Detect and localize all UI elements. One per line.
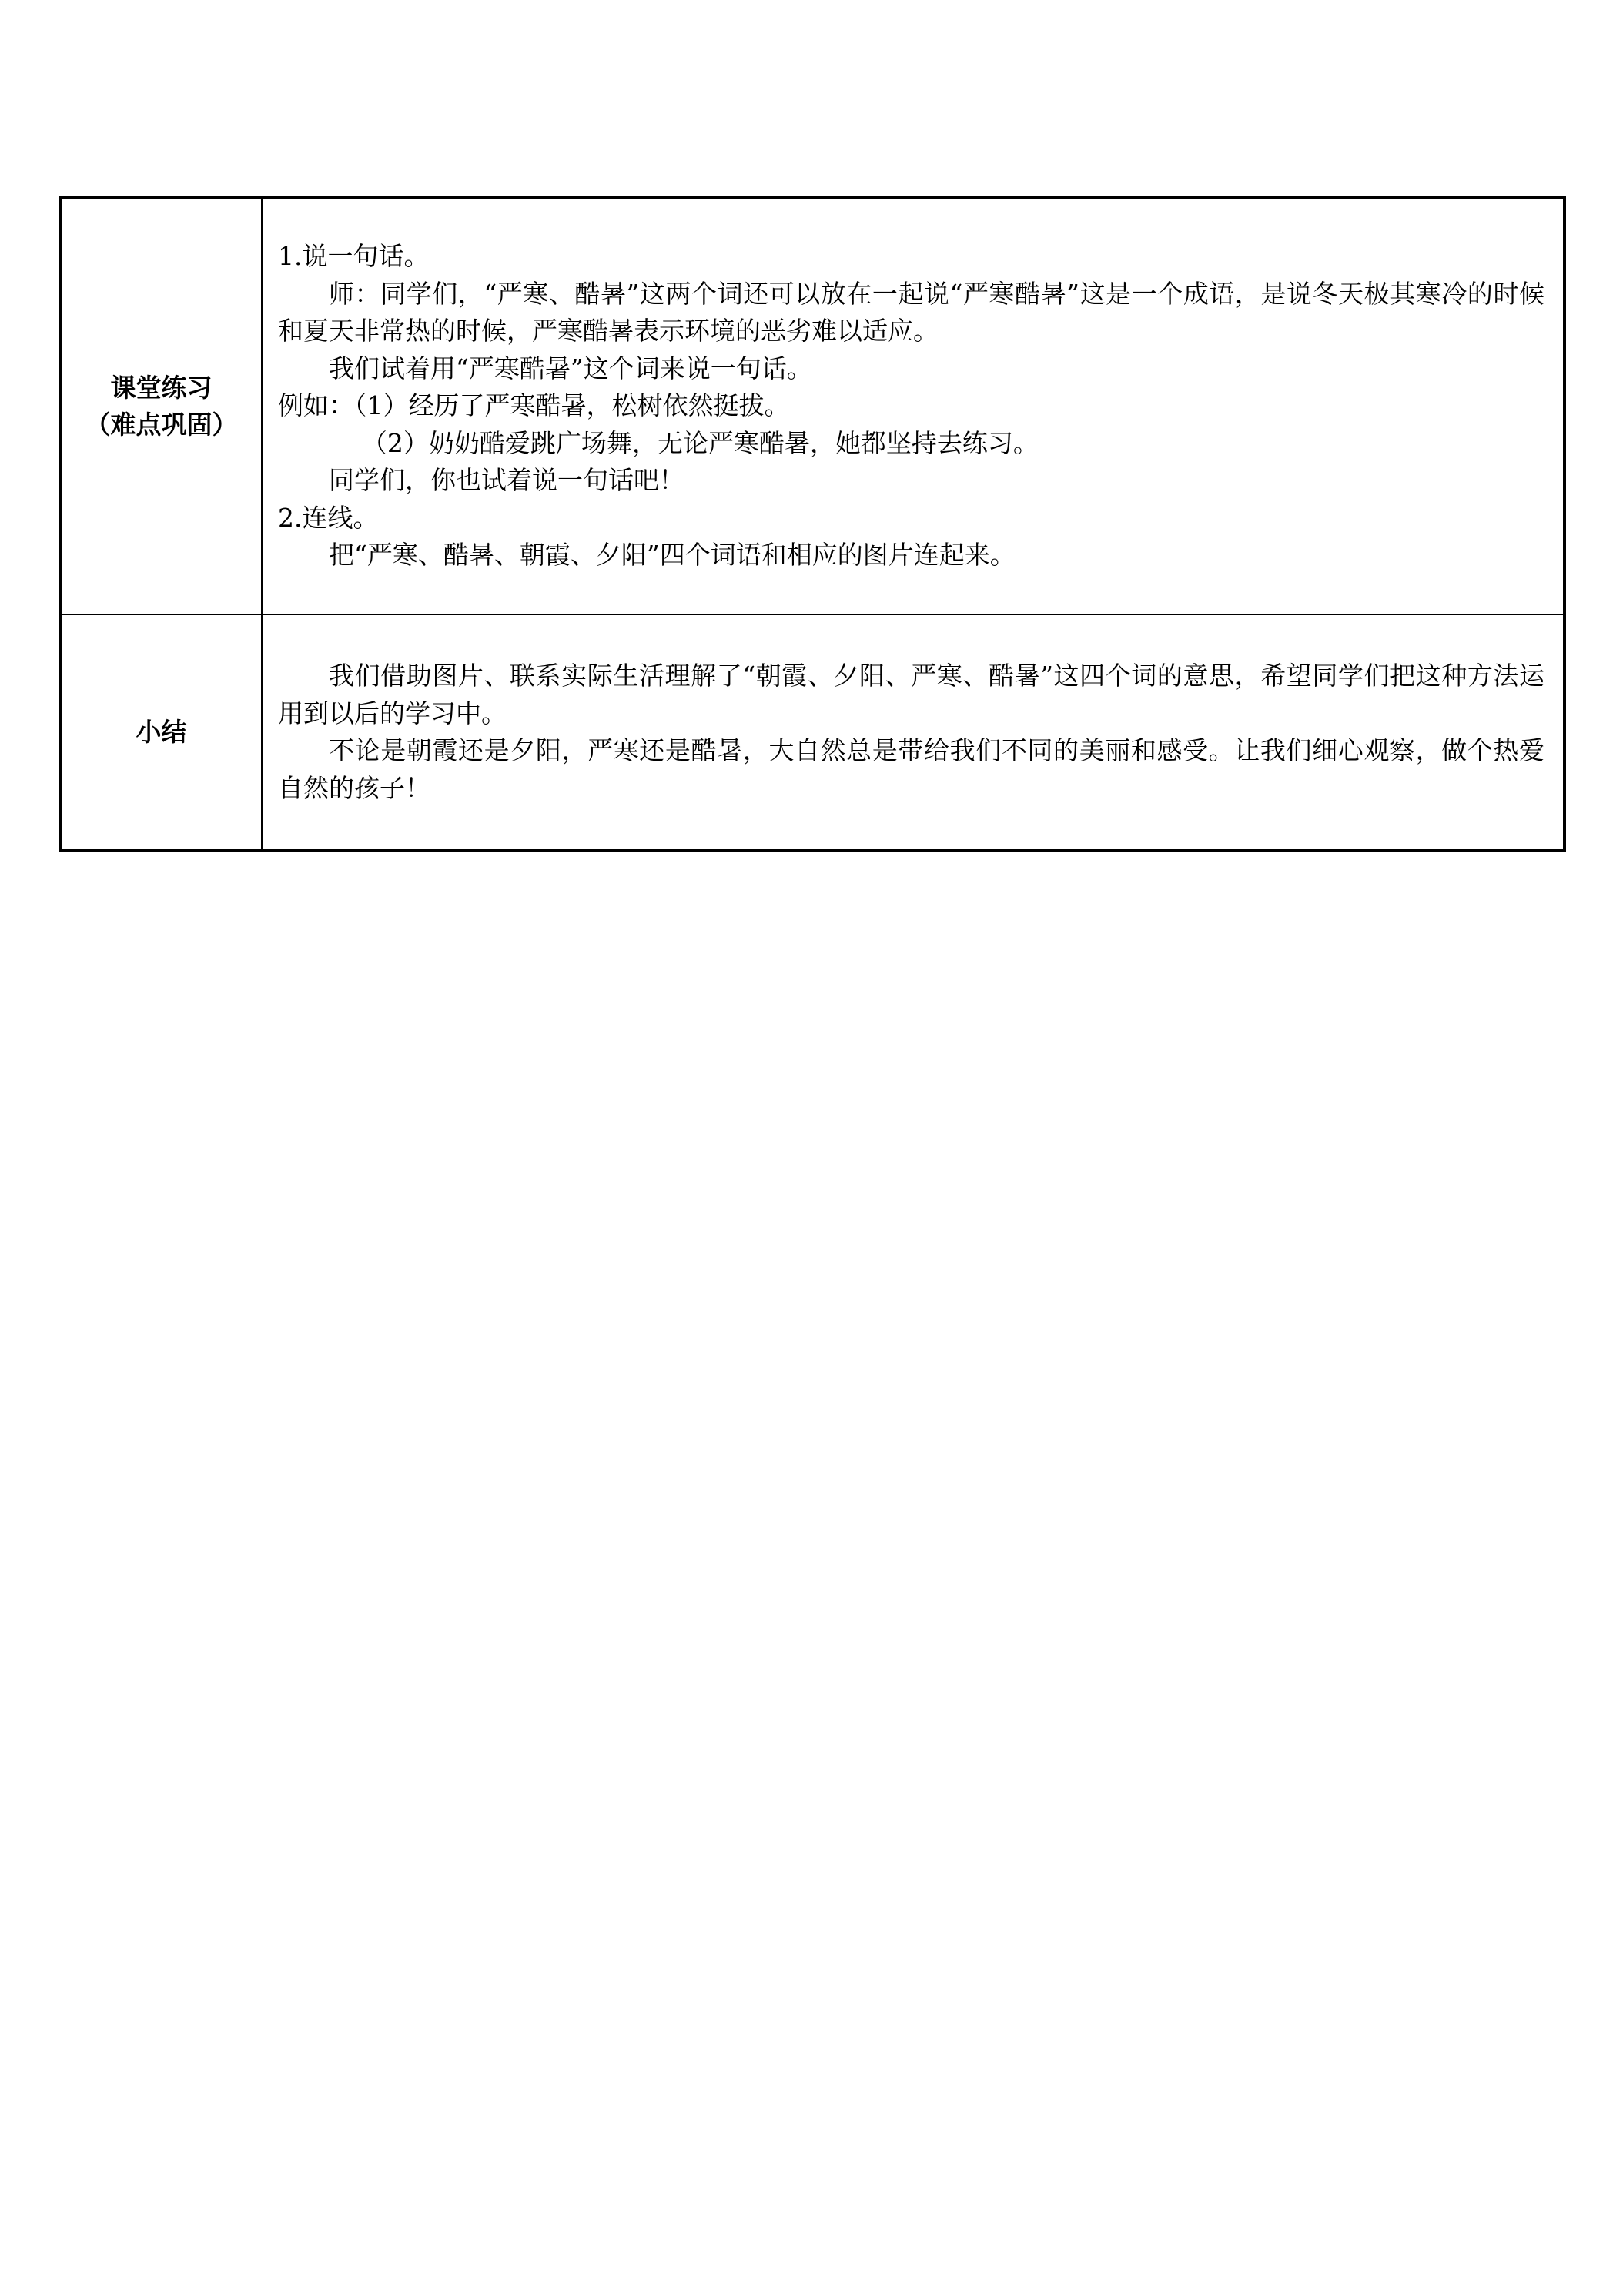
section-label-cell	[60, 197, 262, 614]
section-label-subtitle: （难点巩固）	[85, 409, 238, 440]
content-paragraph: 我们借助图片、联系实际生活理解了“朝霞、夕阳、严寒、酷暑”这四个词的意思，希望同学们把这种方法运用到以后的学习中。	[278, 661, 1544, 728]
section-content-cell	[262, 197, 1564, 614]
content-paragraph: 不论是朝霞还是夕阳，严寒还是酷暑，大自然总是带给我们不同的美丽和感受。让我们细心观察，做个热爱自然的孩子！	[278, 735, 1544, 803]
content-paragraph: 把“严寒、酷暑、朝霞、夕阳”四个词语和相应的图片连起来。	[329, 540, 1016, 571]
section-label-title: 小结	[136, 717, 187, 747]
section-content-cell	[262, 614, 1564, 851]
table-row-classroom-exercise	[60, 197, 1564, 614]
exercise-heading: 2.连线。	[278, 502, 379, 533]
section-label-title: 课堂练习	[110, 372, 212, 403]
section-label-cell	[60, 614, 262, 851]
example-line: （2）奶奶酷爱跳广场舞，无论严寒酷暑，她都坚持去练习。	[361, 427, 1039, 458]
exercise-heading: 1.说一句话。	[278, 241, 430, 272]
content-paragraph: 同学们，你也试着说一句话吧！	[329, 465, 684, 496]
content-paragraph: 师：同学们，“严寒、酷暑”这两个词还可以放在一起说“严寒酷暑”这是一个成语，是说冬天极其寒冷的时候和夏天非常热的时候，严寒酷暑表示环境的恶劣难以适应。	[278, 278, 1544, 346]
example-line: 例如：（1）经历了严寒酷暑，松树依然挺拔。	[278, 390, 790, 421]
content-paragraph: 我们试着用“严寒酷暑”这个词来说一句话。	[329, 353, 812, 383]
table-row-summary	[60, 614, 1564, 851]
lesson-plan-table	[59, 196, 1566, 852]
